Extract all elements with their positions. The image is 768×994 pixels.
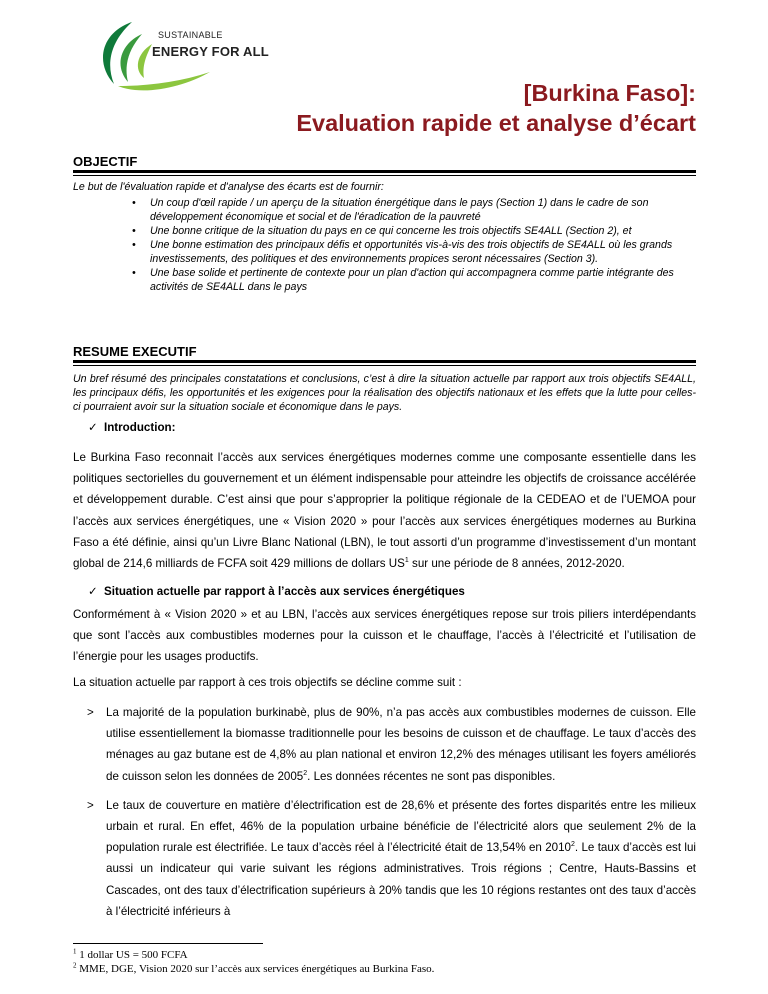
resume-intro: Un bref résumé des principales constatations et conclusions, c’est à dire la situation actuelle par rapport aux trois objectifs SE4ALL, les principaux défis, les opportunités et les exigences pour la réalisation des objectifs nationaux et les effets que la lutte pour celles-ci pourraient avoir sur la situation sociale et économique dans le pays. <box>73 373 696 413</box>
check-icon: ✓ <box>88 421 98 434</box>
list-item: > La majorité de la population burkinabè, plus de 90%, n’a pas accès aux combustibles modernes de cuisson. Elle utilise essentiellement la biomasse traditionnelle pour les besoins de cuisson et de chauffage. Le taux d’accès des ménages au gaz butane est de 4,8% au plan national et environ 12,2% des ménages utilisant les foyers améliorés de cuisson selon les données de 2005$^2$. Les données récentes ne sont pas disponibles. <box>73 702 696 787</box>
footnote-separator <box>73 943 263 944</box>
objectif-list <box>73 196 696 294</box>
footnote-2: $^2$ MME, DGE, Vision 2020 sur l’accès aux services énergétiques au Burkina Faso. <box>73 961 435 975</box>
title-line-1: [Burkina Faso]: <box>523 80 696 106</box>
resume-rule-thick <box>73 360 696 363</box>
objectif-rule-thin <box>73 175 696 176</box>
resume-heading: RESUME EXECUTIF <box>73 344 197 359</box>
arrow-bullet-icon: > <box>87 706 94 719</box>
footnote-1: $^1$ 1 dollar US = 500 FCFA <box>73 947 188 961</box>
situation-heading: ✓ Situation actuelle par rapport à l’accès aux services énergétiques <box>88 585 465 598</box>
situation-bullets <box>73 702 696 930</box>
list-item: • Une bonne estimation des principaux défis et opportunités vis-à-vis des trois objectifs de SE4ALL où les grands investissements, des politiques et des environnements propices seront nécessaires (Section 3). <box>132 239 673 265</box>
resume-rule-thin <box>73 365 696 366</box>
objectif-rule-thick <box>73 170 696 173</box>
list-item: • Une base solide et pertinente de contexte pour un plan d'action qui accompagnera comme partie intégrante des activités de SE4ALL dans le pays <box>132 267 674 293</box>
decline-paragraph: La situation actuelle par rapport à ces trois objectifs se décline comme suit : <box>73 676 462 689</box>
document-title <box>296 78 696 138</box>
list-item: • Une bonne critique de la situation du pays en ce qui concerne les trois objectifs SE4ALL (Section 2), et <box>132 225 632 237</box>
situation-paragraph: Conformément à « Vision 2020 » et au LBN, l’accès aux services énergétiques repose sur trois piliers interdépendants que sont l’accès aux combustibles modernes pour la cuisson et le chauffage, l’accès à l’électricité et l’utilisation de l’énergie pour les usages productifs. <box>73 608 696 664</box>
introduction-paragraph: Le Burkina Faso reconnait l’accès aux services énergétiques modernes comme une composante essentielle dans les politiques sectorielles du gouvernement et un élément indispensable pour atteindre les objectifs de croissance accélérée et développement durable. C’est ainsi que pour s’approprier la politique régionale de la CEDEAO et de l’UEMOA pour l’accès aux services énergétiques, une « Vision 2020 » pour l’accès aux services énergétiques modernes au Burkina Faso a été définie, ainsi qu’un Livre Blanc National (LBN), le tout assorti d’un programme d’investissement d’un montant global de 214,6 milliards de FCFA soit 429 millions de dollars $US^1$ sur une période de 8 années, 2012-2020. <box>73 451 696 571</box>
check-icon: ✓ <box>88 585 98 598</box>
title-line-2: Evaluation rapide et analyse d’écart <box>296 110 696 136</box>
logo-text-energy: ENERGY FOR ALL <box>152 44 269 59</box>
introduction-heading: ✓ Introduction: <box>88 421 176 434</box>
arrow-bullet-icon: > <box>87 798 94 812</box>
logo-text-sustainable: SUSTAINABLE <box>158 30 223 40</box>
objectif-intro: Le but de l'évaluation rapide et d'analyse des écarts est de fournir: <box>73 181 384 193</box>
objectif-heading: OBJECTIF <box>73 154 138 169</box>
list-item: > Le taux de couverture en matière d’électrification est de 28,6% et présente des fortes disparités entre les milieux urbain et rural. En effet, 46% de la population urbaine bénéficie de l’électricité alors que seulement 2% de la population rurale est électrifiée. Le taux d’accès réel à l’électricité était de 13,54% en 2010$^2$. Le taux d’accès est lui aussi un indicateur qui varie suivant les régions administratives. Trois régions ; Centre, Hauts-Bassins et Cascades, ont des taux d’électrification supérieurs à 20% tandis que les 10 régions restantes ont des taux d’accès à l’électricité inférieurs à <box>73 795 696 922</box>
list-item: • Un coup d'œil rapide / un aperçu de la situation énergétique dans le pays (Section 1) dans le cadre de son développement économique et social et de l'éradication de la pauvreté <box>132 197 649 223</box>
